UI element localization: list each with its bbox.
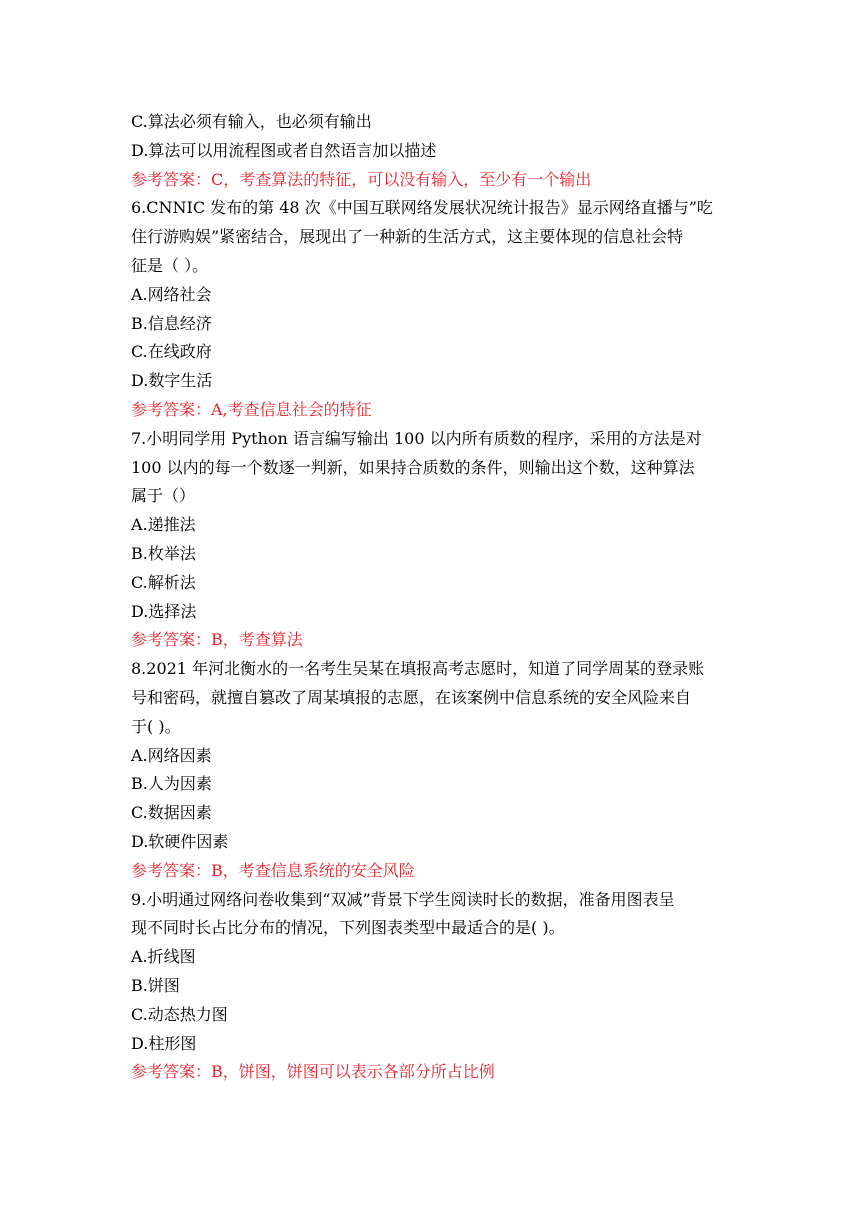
answer-option: C.动态热力图 bbox=[131, 1004, 228, 1024]
answer-option: D.选择法 bbox=[131, 601, 197, 621]
answer-option: D.算法可以用流程图或者自然语言加以描述 bbox=[131, 140, 437, 160]
exam-content bbox=[131, 108, 731, 1087]
question-line: 征是（ ）。 bbox=[131, 255, 209, 275]
answer-option: C.算法必须有输入，也必须有输出 bbox=[131, 112, 372, 131]
answer-option: A.网络因素 bbox=[131, 745, 212, 765]
reference-answer: 参考答案：B，考查算法 bbox=[131, 630, 303, 650]
question-stem bbox=[131, 886, 731, 944]
answer-option: D.柱形图 bbox=[131, 1033, 197, 1053]
question-line: 9.小明通过网络问卷收集到“双减”背景下学生阅读时长的数据，准备用图表呈 bbox=[131, 889, 675, 909]
question-line: 100 以内的每一个数逐一判新，如果持合质数的条件，则输出这个数，这种算法 bbox=[131, 457, 695, 477]
answer-option: A.网络社会 bbox=[131, 284, 212, 304]
answer-option: B.枚举法 bbox=[131, 543, 196, 563]
answer-option: B.人为因素 bbox=[131, 774, 212, 794]
question-line: 于( )。 bbox=[131, 716, 181, 736]
question-line: 6.CNNIC 发布的第 48 次《中国互联网络发展状况统计报告》显示网络直播与”吃 bbox=[131, 198, 713, 218]
reference-answer: 参考答案：B，饼图，饼图可以表示各部分所占比例 bbox=[131, 1062, 495, 1082]
question-stem bbox=[131, 194, 731, 280]
reference-answer: 参考答案：B，考查信息系统的安全风险 bbox=[131, 860, 415, 880]
answer-option: B.信息经济 bbox=[131, 313, 212, 333]
question-stem bbox=[131, 425, 731, 511]
answer-option: C.解析法 bbox=[131, 572, 196, 592]
answer-option: C.数据因素 bbox=[131, 803, 212, 823]
question-line: 7.小明同学用 Python 语言编写输出 100 以内所有质数的程序，采用的方法是对 bbox=[131, 428, 702, 448]
question-line: 号和密码，就擅自篡改了周某填报的志愿，在该案例中信息系统的安全风险来自 bbox=[131, 687, 692, 707]
question-stem bbox=[131, 655, 731, 741]
answer-option: B.饼图 bbox=[131, 975, 180, 995]
reference-answer: 参考答案：C，考查算法的特征，可以没有输入，至少有一个输出 bbox=[131, 169, 592, 189]
answer-option: A.折线图 bbox=[131, 947, 196, 967]
question-line: 属于（） bbox=[131, 486, 196, 506]
question-line: 住行游购娱”紧密结合，展现出了一种新的生活方式，这主要体现的信息社会特 bbox=[131, 227, 684, 247]
answer-option: C.在线政府 bbox=[131, 342, 212, 362]
answer-option: D.软硬件因素 bbox=[131, 831, 229, 851]
question-line: 现不同时长占比分布的情况，下列图表类型中最适合的是( )。 bbox=[131, 918, 565, 938]
reference-answer: 参考答案：A,考查信息社会的特征 bbox=[131, 399, 372, 419]
answer-option: D.数字生活 bbox=[131, 371, 213, 391]
question-line: 8.2021 年河北衡水的一名考生吴某在填报高考志愿时，知道了同学周某的登录账 bbox=[131, 659, 705, 679]
answer-option: A.递推法 bbox=[131, 515, 196, 535]
